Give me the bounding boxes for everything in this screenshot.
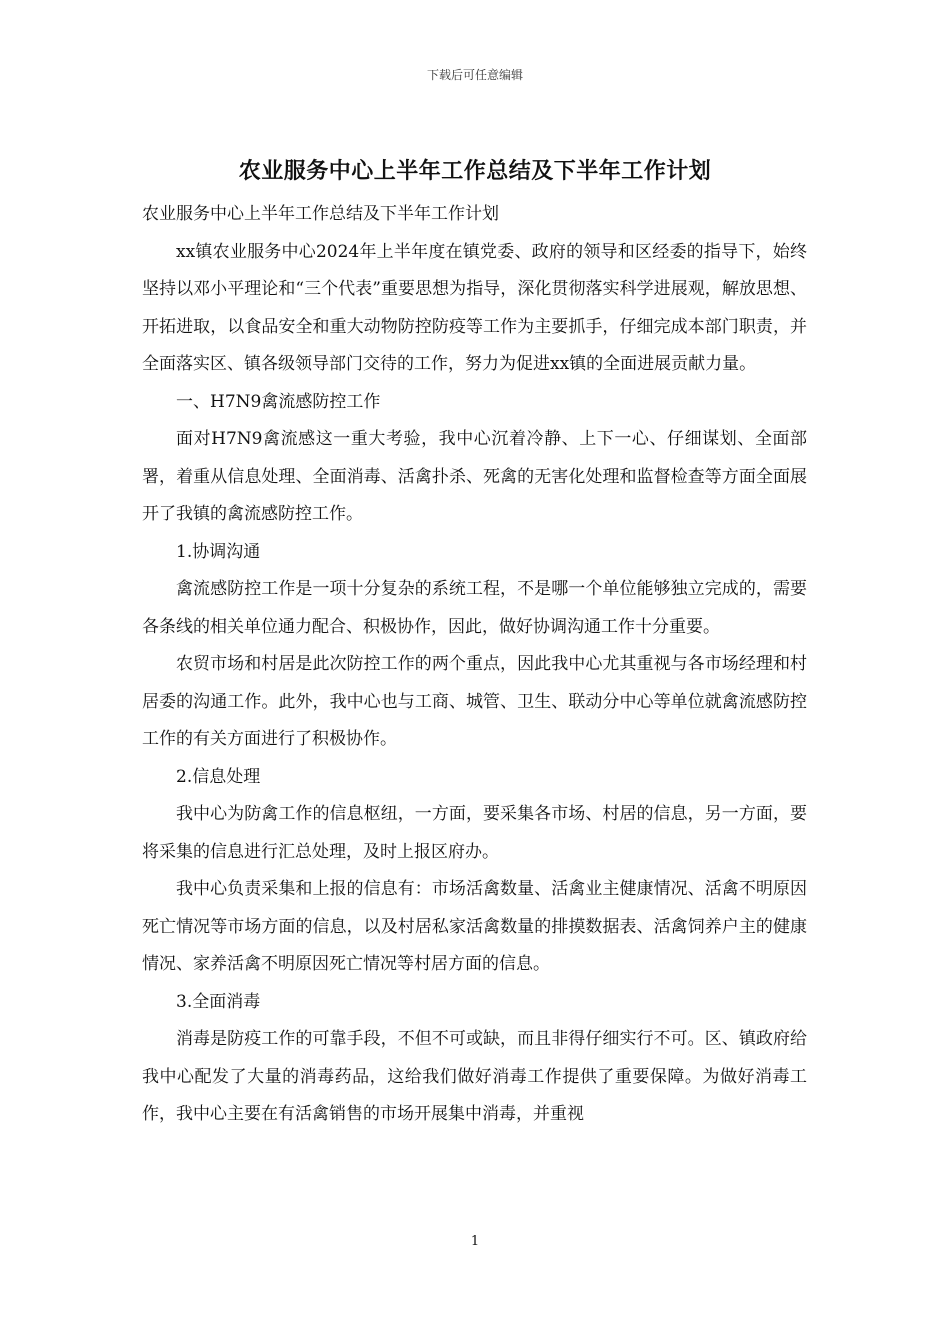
paragraph-information-2: 我中心负责采集和上报的信息有：市场活禽数量、活禽业主健康情况、活禽不明原因死亡情况等市场方面的信息，以及村居私家活禽数量的排摸数据表、活禽饲养户主的健康情况、家养活禽不明原因死亡情况等村居方面的信息。 <box>142 879 807 974</box>
subheading-information: 2.信息处理 <box>176 766 261 787</box>
paragraph-coordination-2: 农贸市场和村居是此次防控工作的两个重点，因此我中心尤其重视与各市场经理和村居委的沟通工作。此外，我中心也与工商、城管、卫生、联动分中心等单位就禽流感防控工作的有关方面进行了积极协作。 <box>142 654 807 749</box>
paragraph-subtitle: 农业服务中心上半年工作总结及下半年工作计划 <box>142 204 499 224</box>
section-heading-h7n9: 一、H7N9禽流感防控工作 <box>176 391 381 412</box>
paragraph-intro: xx镇农业服务中心2024年上半年度在镇党委、政府的领导和区经委的指导下，始终坚持以邓小平理论和“三个代表”重要思想为指导，深化贯彻落实科学进展观，解放思想、开拓进取，以食品安全和重大动物防控防疫等工作为主要抓手，仔细完成本部门职责，并全面落实区、镇各级领导部门交待的工作，努力为促进xx镇的全面进展贡献力量。 <box>142 241 807 374</box>
page-number: 1 <box>470 1234 480 1249</box>
document-body <box>142 196 807 1134</box>
paragraph-h7n9: 面对H7N9禽流感这一重大考验，我中心沉着冷静、上下一心、仔细谋划、全面部署，着重从信息处理、全面消毒、活禽扑杀、死禽的无害化处理和监督检查等方面全面展开了我镇的禽流感防控工作。 <box>142 429 807 524</box>
subheading-disinfection: 3.全面消毒 <box>176 991 261 1012</box>
paragraph-disinfection: 消毒是防疫工作的可靠手段，不但不可或缺，而且非得仔细实行不可。区、镇政府给我中心配发了大量的消毒药品，这给我们做好消毒工作提供了重要保障。为做好消毒工作，我中心主要在有活禽销售的市场开展集中消毒，并重视 <box>142 1029 807 1124</box>
paragraph-information-1: 我中心为防禽工作的信息枢纽，一方面，要采集各市场、村居的信息，另一方面，要将采集的信息进行汇总处理，及时上报区府办。 <box>142 804 807 862</box>
page-header-note: 下载后可任意编辑 <box>426 68 523 82</box>
document-title: 农业服务中心上半年工作总结及下半年工作计划 <box>238 158 712 184</box>
subheading-coordination: 1.协调沟通 <box>176 541 261 562</box>
paragraph-coordination-1: 禽流感防控工作是一项十分复杂的系统工程，不是哪一个单位能够独立完成的，需要各条线的相关单位通力配合、积极协作，因此，做好协调沟通工作十分重要。 <box>142 579 807 637</box>
